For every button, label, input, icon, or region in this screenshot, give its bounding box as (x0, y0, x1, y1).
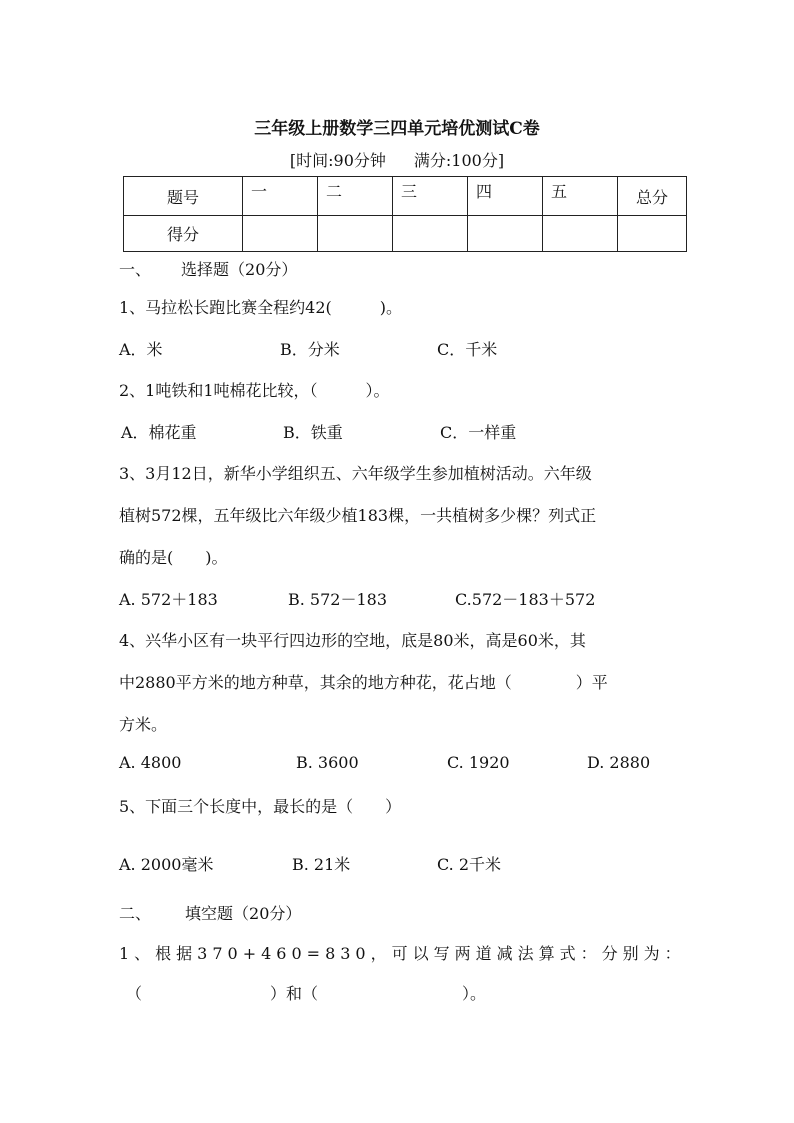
q2-option-b: B．铁重 (283, 423, 343, 442)
section-2-heading (119, 901, 301, 924)
fill-question-1-line-1: 1、根据370+460=830，可以写两道减法算式：分别为： (119, 944, 686, 963)
q4-option-c: C. 1920 (447, 753, 510, 772)
q5-option-a: A. 2000毫米 (119, 855, 214, 874)
score-cell (243, 216, 318, 252)
question-5: 5、下面三个长度中，最长的是（ ） (119, 797, 402, 816)
q3-option-c: C.572－183＋572 (455, 590, 596, 609)
question-4-line-3: 方米。 (119, 715, 168, 734)
score-col-1: 一 (243, 177, 318, 216)
exam-info (0, 148, 794, 171)
score-table-header-label: 题号 (124, 177, 243, 216)
score-cell (618, 216, 687, 252)
q1-option-c: C．千米 (437, 340, 498, 359)
question-3-line-2: 植树572棵，五年级比六年级少植183棵，一共植树多少棵？列式正 (119, 506, 597, 525)
section-2-title: 填空题（20分） (185, 904, 302, 923)
q4-option-d: D. 2880 (587, 753, 651, 772)
q2-option-c: C．一样重 (440, 423, 517, 442)
score-col-3: 三 (393, 177, 468, 216)
score-col-2: 二 (318, 177, 393, 216)
question-4-line-1: 4、兴华小区有一块平行四边形的空地，底是80米，高是60米，其 (119, 631, 586, 650)
q5-option-c: C. 2千米 (437, 855, 502, 874)
question-3-line-3: 确的是( )。 (119, 548, 228, 567)
score-col-total: 总分 (618, 177, 687, 216)
score-row-label: 得分 (124, 216, 243, 252)
exam-full-score: 满分:100分] (413, 151, 505, 170)
section-2-number: 二、 (119, 904, 152, 923)
page-title: 三年级上册数学三四单元培优测试C卷 (254, 119, 540, 139)
exam-time: [时间:90分钟 (289, 151, 386, 170)
q1-option-a: A．米 (119, 340, 163, 359)
q3-option-b: B. 572－183 (288, 590, 388, 609)
question-4-line-2: 中2880平方米的地方种草，其余的地方种花，花占地（ ）平 (119, 673, 608, 692)
score-cell (318, 216, 393, 252)
score-col-5: 五 (543, 177, 618, 216)
question-1: 1、马拉松长跑比赛全程约42( )。 (119, 298, 403, 317)
score-cell (543, 216, 618, 252)
q4-option-a: A. 4800 (119, 753, 182, 772)
q1-option-b: B．分米 (280, 340, 340, 359)
q5-option-b: B. 21米 (292, 855, 351, 874)
fill-question-1-line-2: （ ）和（ ）。 (126, 984, 487, 1003)
q3-option-a: A. 572＋183 (119, 590, 218, 609)
section-1-title: 选择题（20分） (181, 260, 298, 279)
score-cell (468, 216, 543, 252)
score-cell (393, 216, 468, 252)
score-col-4: 四 (468, 177, 543, 216)
score-table-score-row (124, 216, 687, 252)
score-table (123, 176, 687, 252)
q2-option-a: A．棉花重 (121, 423, 197, 442)
section-1-number: 一、 (119, 260, 152, 279)
q4-option-b: B. 3600 (296, 753, 359, 772)
score-table-header-row (124, 177, 687, 216)
section-1-heading (119, 257, 297, 280)
question-3-line-1: 3、3月12日，新华小学组织五、六年级学生参加植树活动。六年级 (119, 464, 592, 483)
question-2: 2、1吨铁和1吨棉花比较，（ ）。 (119, 381, 390, 400)
